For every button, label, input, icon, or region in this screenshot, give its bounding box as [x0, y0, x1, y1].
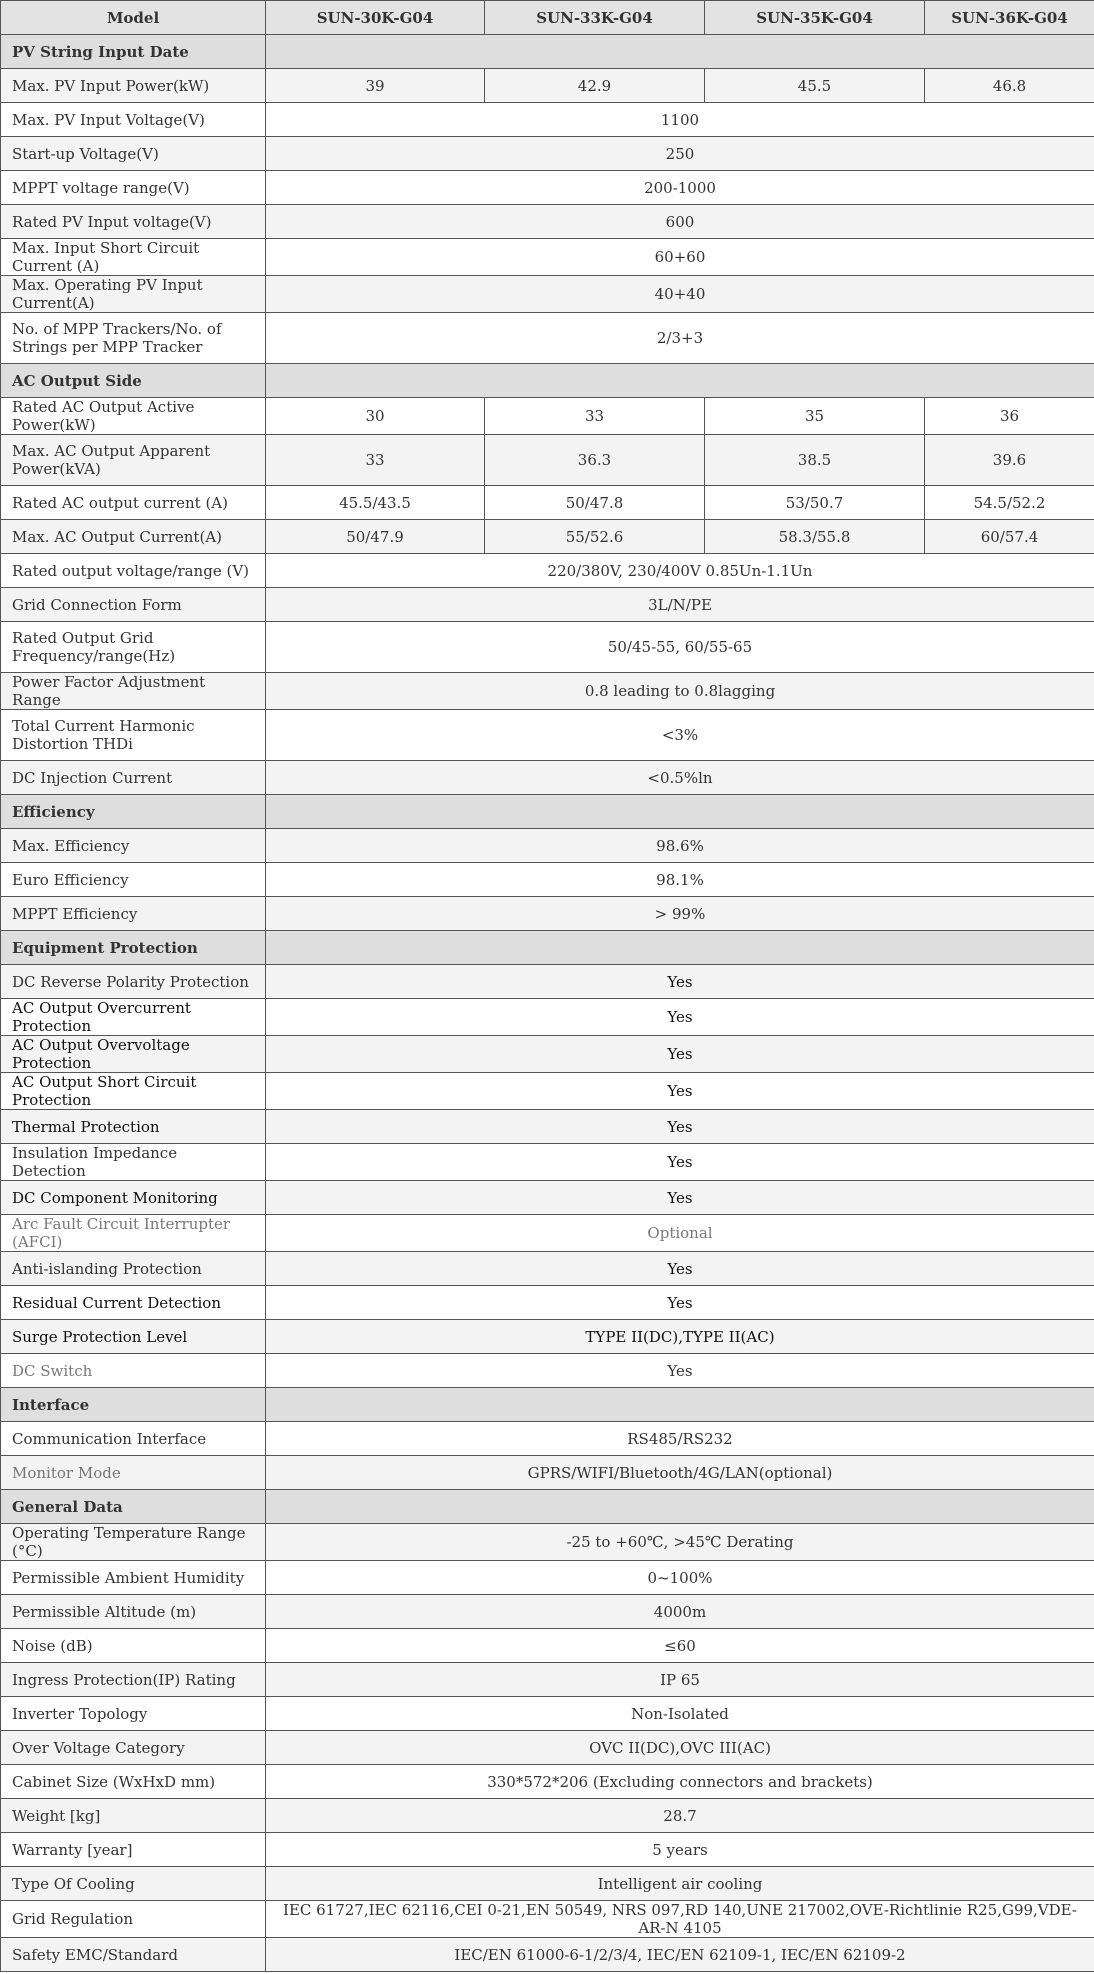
spec-label: Max. PV Input Power(kW) [1, 69, 266, 103]
spec-value: IEC/EN 61000-6-1/2/3/4, IEC/EN 62109-1, IEC/EN 62109-2 [266, 1938, 1094, 1972]
section-header-general-data [1, 1490, 1094, 1524]
spec-value: IP 65 [266, 1663, 1094, 1697]
model-header-cell: SUN-30K-G04 [266, 1, 485, 35]
spec-row-warranty-year [1, 1833, 1094, 1867]
spec-value-model-1: 39 [266, 69, 485, 103]
spec-row-residual-current-detection [1, 1286, 1094, 1320]
section-header-equipment-protection [1, 931, 1094, 965]
spec-value: ≤60 [266, 1629, 1094, 1663]
spec-label: AC Output Overcurrent Protection [1, 999, 266, 1036]
spec-value-model-2: 36.3 [485, 435, 705, 486]
spec-row-operating-temperature-range-c [1, 1524, 1094, 1561]
spec-label: Max. AC Output Apparent Power(kVA) [1, 435, 266, 486]
spec-value: 200-1000 [266, 171, 1094, 205]
spec-value-model-1: 50/47.9 [266, 520, 485, 554]
spec-label: Noise (dB) [1, 1629, 266, 1663]
spec-row-rated-output-voltage-range-v [1, 554, 1094, 588]
spec-value: 98.6% [266, 829, 1094, 863]
spec-value: Non-Isolated [266, 1697, 1094, 1731]
section-filler [266, 35, 1094, 69]
spec-value: 220/380V, 230/400V 0.85Un-1.1Un [266, 554, 1094, 588]
spec-label: Safety EMC/Standard [1, 1938, 266, 1972]
section-title: General Data [1, 1490, 266, 1524]
spec-value: Yes [266, 1110, 1094, 1144]
spec-value: -25 to +60℃, >45℃ Derating [266, 1524, 1094, 1561]
spec-row-over-voltage-category [1, 1731, 1094, 1765]
spec-row-total-current-harmonic-distortion-thdi [1, 710, 1094, 761]
spec-row-arc-fault-circuit-interrupter-afci [1, 1215, 1094, 1252]
spec-value: 600 [266, 205, 1094, 239]
spec-value: Yes [266, 1252, 1094, 1286]
section-header-interface [1, 1388, 1094, 1422]
spec-value-model-3: 35 [705, 398, 925, 435]
spec-label: Residual Current Detection [1, 1286, 266, 1320]
spec-row-communication-interface [1, 1422, 1094, 1456]
spec-label: Communication Interface [1, 1422, 266, 1456]
spec-label: Inverter Topology [1, 1697, 266, 1731]
spec-value: TYPE II(DC),TYPE II(AC) [266, 1320, 1094, 1354]
spec-label: Max. PV Input Voltage(V) [1, 103, 266, 137]
spec-label: Rated AC output current (A) [1, 486, 266, 520]
section-title: PV String Input Date [1, 35, 266, 69]
section-filler [266, 364, 1094, 398]
spec-value: 0~100% [266, 1561, 1094, 1595]
spec-row-mppt-efficiency [1, 897, 1094, 931]
spec-label: Rated Output Grid Frequency/range(Hz) [1, 622, 266, 673]
spec-label: Weight [kg] [1, 1799, 266, 1833]
spec-row-permissible-ambient-humidity [1, 1561, 1094, 1595]
spec-value: OVC II(DC),OVC III(AC) [266, 1731, 1094, 1765]
spec-row-ac-output-overcurrent-protection [1, 999, 1094, 1036]
spec-row-dc-reverse-polarity-protection [1, 965, 1094, 999]
spec-value: 1100 [266, 103, 1094, 137]
spec-value-model-2: 55/52.6 [485, 520, 705, 554]
spec-value: 98.1% [266, 863, 1094, 897]
model-header-cell: SUN-36K-G04 [925, 1, 1094, 35]
spec-value-model-3: 45.5 [705, 69, 925, 103]
spec-row-grid-connection-form [1, 588, 1094, 622]
spec-label: Total Current Harmonic Distortion THDi [1, 710, 266, 761]
spec-label: Cabinet Size (WxHxD mm) [1, 1765, 266, 1799]
spec-value-model-3: 53/50.7 [705, 486, 925, 520]
spec-row-permissible-altitude-m [1, 1595, 1094, 1629]
spec-value-model-4: 36 [925, 398, 1094, 435]
spec-label: Thermal Protection [1, 1110, 266, 1144]
spec-row-weight-kg [1, 1799, 1094, 1833]
spec-label: Euro Efficiency [1, 863, 266, 897]
spec-label: Max. Efficiency [1, 829, 266, 863]
spec-row-max-input-short-circuit-current-a [1, 239, 1094, 276]
spec-label: Grid Regulation [1, 1901, 266, 1938]
spec-row-anti-islanding-protection [1, 1252, 1094, 1286]
section-header-pv-string-input-date [1, 35, 1094, 69]
spec-label: Operating Temperature Range (°C) [1, 1524, 266, 1561]
spec-value: 4000m [266, 1595, 1094, 1629]
spec-row-power-factor-adjustment-range [1, 673, 1094, 710]
spec-value: GPRS/WIFI/Bluetooth/4G/LAN(optional) [266, 1456, 1094, 1490]
spec-row-dc-component-monitoring [1, 1181, 1094, 1215]
spec-label: Max. AC Output Current(A) [1, 520, 266, 554]
spec-value: 330*572*206 (Excluding connectors and brackets) [266, 1765, 1094, 1799]
spec-label: MPPT Efficiency [1, 897, 266, 931]
spec-label: MPPT voltage range(V) [1, 171, 266, 205]
spec-row-rated-ac-output-current-a [1, 486, 1094, 520]
spec-label: Over Voltage Category [1, 1731, 266, 1765]
spec-value-model-1: 33 [266, 435, 485, 486]
section-filler [266, 931, 1094, 965]
spec-label: Warranty [year] [1, 1833, 266, 1867]
section-header-efficiency [1, 795, 1094, 829]
spec-row-rated-output-grid-frequency-range-hz [1, 622, 1094, 673]
spec-value: 5 years [266, 1833, 1094, 1867]
spec-value: Yes [266, 1036, 1094, 1073]
spec-label: DC Switch [1, 1354, 266, 1388]
spec-row-dc-injection-current [1, 761, 1094, 795]
spec-row-max-ac-output-apparent-power-kva [1, 435, 1094, 486]
spec-value-model-4: 54.5/52.2 [925, 486, 1094, 520]
spec-label: Permissible Altitude (m) [1, 1595, 266, 1629]
spec-value: 3L/N/PE [266, 588, 1094, 622]
spec-value: Optional [266, 1215, 1094, 1252]
spec-label: Rated output voltage/range (V) [1, 554, 266, 588]
spec-value: 0.8 leading to 0.8lagging [266, 673, 1094, 710]
spec-label: Surge Protection Level [1, 1320, 266, 1354]
spec-value: RS485/RS232 [266, 1422, 1094, 1456]
spec-value-model-2: 33 [485, 398, 705, 435]
spec-value-model-1: 45.5/43.5 [266, 486, 485, 520]
spec-row-euro-efficiency [1, 863, 1094, 897]
spec-row-noise-db [1, 1629, 1094, 1663]
spec-value-model-1: 30 [266, 398, 485, 435]
section-title: Equipment Protection [1, 931, 266, 965]
spec-label: Arc Fault Circuit Interrupter (AFCI) [1, 1215, 266, 1252]
spec-value: 40+40 [266, 276, 1094, 313]
section-title: Interface [1, 1388, 266, 1422]
spec-row-no-of-mpp-trackers-no-of-strings-per-mpp-tracker [1, 313, 1094, 364]
spec-label: Permissible Ambient Humidity [1, 1561, 266, 1595]
spec-value-model-2: 42.9 [485, 69, 705, 103]
spec-value: > 99% [266, 897, 1094, 931]
spec-row-monitor-mode [1, 1456, 1094, 1490]
spec-row-cabinet-size-wxhxd-mm [1, 1765, 1094, 1799]
spec-value: 250 [266, 137, 1094, 171]
spec-label: Monitor Mode [1, 1456, 266, 1490]
spec-label: Max. Input Short Circuit Current (A) [1, 239, 266, 276]
spec-row-safety-emc-standard [1, 1938, 1094, 1972]
spec-value-model-2: 50/47.8 [485, 486, 705, 520]
section-filler [266, 795, 1094, 829]
spec-label: Ingress Protection(IP) Rating [1, 1663, 266, 1697]
spec-row-mppt-voltage-range-v [1, 171, 1094, 205]
spec-row-max-pv-input-voltage-v [1, 103, 1094, 137]
spec-row-max-efficiency [1, 829, 1094, 863]
spec-row-start-up-voltage-v [1, 137, 1094, 171]
spec-value: Intelligent air cooling [266, 1867, 1094, 1901]
spec-value: Yes [266, 1354, 1094, 1388]
model-header-cell: SUN-35K-G04 [705, 1, 925, 35]
spec-row-inverter-topology [1, 1697, 1094, 1731]
spec-value: Yes [266, 1286, 1094, 1320]
header-row [1, 1, 1094, 35]
spec-label: Start-up Voltage(V) [1, 137, 266, 171]
spec-label: AC Output Overvoltage Protection [1, 1036, 266, 1073]
spec-value-model-4: 46.8 [925, 69, 1094, 103]
spec-value: Yes [266, 1073, 1094, 1110]
spec-value: Yes [266, 965, 1094, 999]
section-title: Efficiency [1, 795, 266, 829]
section-filler [266, 1490, 1094, 1524]
spec-value-model-3: 38.5 [705, 435, 925, 486]
spec-label: DC Reverse Polarity Protection [1, 965, 266, 999]
section-header-ac-output-side [1, 364, 1094, 398]
spec-label: DC Component Monitoring [1, 1181, 266, 1215]
spec-row-ac-output-overvoltage-protection [1, 1036, 1094, 1073]
spec-value: 60+60 [266, 239, 1094, 276]
spec-row-max-pv-input-power-kw [1, 69, 1094, 103]
spec-row-surge-protection-level [1, 1320, 1094, 1354]
spec-row-insulation-impedance-detection [1, 1144, 1094, 1181]
model-header-cell: SUN-33K-G04 [485, 1, 705, 35]
spec-row-ingress-protection-ip-rating [1, 1663, 1094, 1697]
section-title: AC Output Side [1, 364, 266, 398]
spec-value: Yes [266, 999, 1094, 1036]
spec-value: Yes [266, 1181, 1094, 1215]
spec-value-model-3: 58.3/55.8 [705, 520, 925, 554]
spec-label: Anti-islanding Protection [1, 1252, 266, 1286]
spec-label: Rated AC Output Active Power(kW) [1, 398, 266, 435]
spec-label: Insulation Impedance Detection [1, 1144, 266, 1181]
spec-value: IEC 61727,IEC 62116,CEI 0-21,EN 50549, NRS 097,RD 140,UNE 217002,OVE-Richtlinie R25,G99,VDE-AR-N 4105 [266, 1901, 1094, 1938]
spec-value: Yes [266, 1144, 1094, 1181]
spec-label: Grid Connection Form [1, 588, 266, 622]
spec-value: <3% [266, 710, 1094, 761]
spec-row-thermal-protection [1, 1110, 1094, 1144]
spec-value-model-4: 39.6 [925, 435, 1094, 486]
spec-row-dc-switch [1, 1354, 1094, 1388]
spec-value-model-4: 60/57.4 [925, 520, 1094, 554]
spec-value: 28.7 [266, 1799, 1094, 1833]
spec-row-max-ac-output-current-a [1, 520, 1094, 554]
spec-label: Power Factor Adjustment Range [1, 673, 266, 710]
spec-value: <0.5%ln [266, 761, 1094, 795]
spec-label: No. of MPP Trackers/No. of Strings per MPP Tracker [1, 313, 266, 364]
spec-row-rated-ac-output-active-power-kw [1, 398, 1094, 435]
spec-row-grid-regulation [1, 1901, 1094, 1938]
model-header-label: Model [1, 1, 266, 35]
spec-row-max-operating-pv-input-current-a [1, 276, 1094, 313]
spec-row-ac-output-short-circuit-protection [1, 1073, 1094, 1110]
spec-label: DC Injection Current [1, 761, 266, 795]
spec-value: 50/45-55, 60/55-65 [266, 622, 1094, 673]
spec-label: Type Of Cooling [1, 1867, 266, 1901]
spec-value: 2/3+3 [266, 313, 1094, 364]
spec-row-type-of-cooling [1, 1867, 1094, 1901]
spec-label: AC Output Short Circuit Protection [1, 1073, 266, 1110]
spec-label: Rated PV Input voltage(V) [1, 205, 266, 239]
spec-label: Max. Operating PV Input Current(A) [1, 276, 266, 313]
section-filler [266, 1388, 1094, 1422]
spec-row-rated-pv-input-voltage-v [1, 205, 1094, 239]
